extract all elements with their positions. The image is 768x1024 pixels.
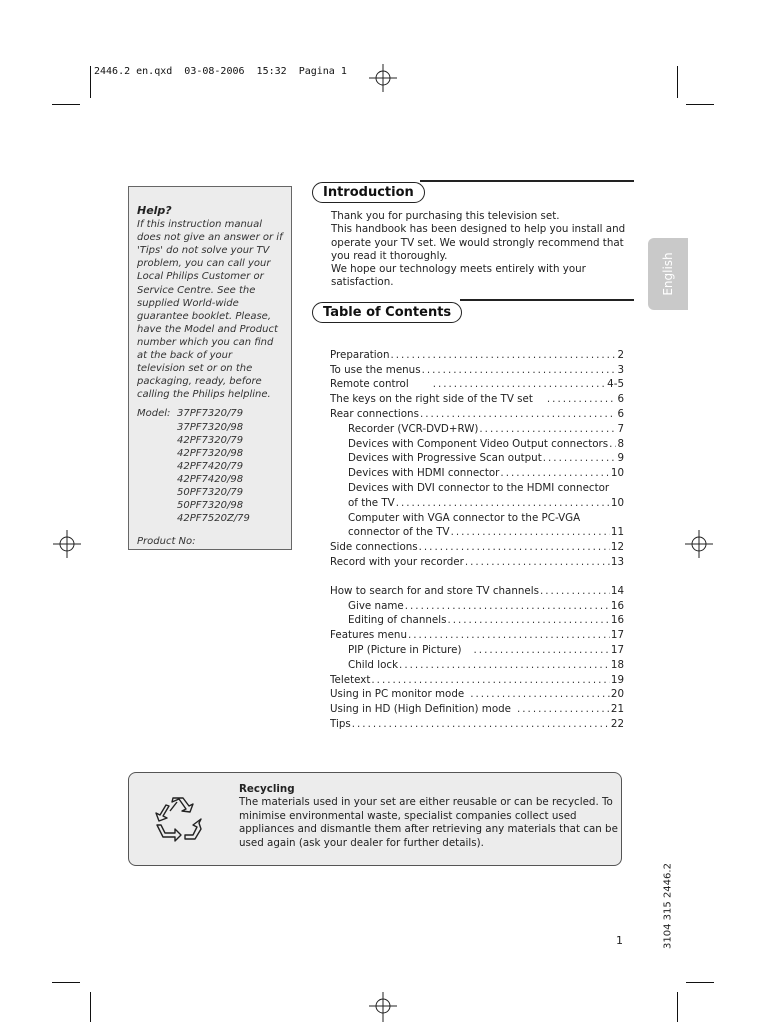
registration-mark-icon	[368, 62, 398, 94]
toc-subentry[interactable]: PIP (Picture in Picture) ..... 17	[330, 641, 624, 656]
recycle-icon	[155, 797, 203, 843]
toc-subentry-continued[interactable]: of the TV ..... 10	[330, 494, 624, 509]
toc-entry[interactable]: To use the menus ..... 3	[330, 361, 624, 376]
toc-subentry[interactable]: Give name ..... 16	[330, 597, 624, 612]
intro-heading-wrap	[312, 181, 425, 203]
toc-subentry[interactable]: Devices with DVI connector to the HDMI connector	[348, 481, 610, 494]
recycling-box	[128, 772, 622, 866]
toc-entry[interactable]: Remote control ..... 4-5	[330, 376, 624, 391]
product-number-label: Product No:	[137, 536, 196, 548]
toc-entry[interactable]: Features menu ..... 17	[330, 626, 624, 641]
document-number: 3104 315 2446.2	[662, 863, 674, 949]
registration-mark-icon	[368, 992, 398, 1024]
toc-heading-wrap	[312, 301, 462, 323]
crop-mark	[686, 104, 714, 105]
toc-entry[interactable]: Tips ..... 22	[330, 715, 624, 730]
toc-subentry[interactable]: Devices with Progressive Scan output ..... 9	[330, 450, 624, 465]
registration-mark-icon	[52, 528, 82, 560]
crop-mark	[686, 982, 714, 983]
recycling-title: Recycling	[239, 783, 295, 795]
crop-mark	[52, 982, 80, 983]
intro-heading: Introduction	[312, 182, 425, 203]
model-number: 42PF7320/98	[177, 447, 244, 459]
toc-subentry[interactable]: Recorder (VCR-DVD+RW) ..... 7	[330, 420, 624, 435]
toc-subentry[interactable]: Child lock ..... 18	[330, 656, 624, 671]
intro-text	[331, 210, 641, 290]
model-number: 37PF7320/98	[177, 421, 244, 433]
toc-heading: Table of Contents	[312, 302, 462, 323]
table-of-contents	[330, 346, 624, 730]
intro-line: We hope our technology meets entirely with your satisfaction.	[331, 263, 586, 289]
crop-mark	[52, 104, 80, 105]
toc-subentry[interactable]: Devices with HDMI connector ..... 10	[330, 464, 624, 479]
toc-subentry-continued[interactable]: connector of the TV ..... 11	[330, 524, 624, 539]
model-number: 42PF7320/79	[177, 434, 244, 446]
toc-entry[interactable]: Record with your recorder ..... 13	[330, 553, 624, 568]
recycling-text	[239, 783, 619, 850]
toc-entry[interactable]: Preparation ..... 2	[330, 346, 624, 361]
crop-mark	[90, 992, 91, 1022]
page-number: 1	[616, 934, 623, 947]
toc-subentry[interactable]: Devices with Component Video Output connectors ..... 8	[330, 435, 624, 450]
model-number: 42PF7420/79	[177, 460, 244, 472]
language-tab	[648, 238, 688, 310]
toc-entry[interactable]: How to search for and store TV channels ..... 14	[330, 582, 624, 597]
toc-entry[interactable]: Teletext ..... 19	[330, 671, 624, 686]
help-body: If this instruction manual does not give an answer or if 'Tips' do not solve your TV problem, you can call your Local Philips Customer or Service Centre. See the supplied World-wide guarantee booklet. Please, have the Model and Product number which you can find at the back of your television set or on the packaging, ready, before calling the Philips helpline.	[137, 219, 283, 401]
recycling-body: The materials used in your set are either reusable or can be recycled. To minimise environmental waste, specialist companies collect used appliances and dismantle them after retrieving any materials that can be used again (ask your dealer for further details).	[239, 796, 618, 849]
language-tab-label: English	[661, 252, 675, 296]
intro-line: Thank you for purchasing this television set.	[331, 210, 560, 222]
model-number: 50PF7320/98	[177, 500, 244, 512]
registration-mark-icon	[684, 528, 714, 560]
print-header: 2446.2 en.qxd 03-08-2006 15:32 Pagina 1	[94, 66, 347, 77]
help-box	[128, 186, 292, 550]
crop-mark	[90, 66, 91, 98]
help-title: Help?	[137, 204, 172, 217]
crop-mark	[677, 66, 678, 98]
toc-entry[interactable]: Using in PC monitor mode ..... 20	[330, 686, 624, 701]
model-list	[137, 407, 283, 525]
toc-entry[interactable]: The keys on the right side of the TV set ..... 6	[330, 390, 624, 405]
model-number: 50PF7320/79	[177, 486, 244, 498]
toc-subentry[interactable]: Computer with VGA connector to the PC-VGA	[348, 511, 581, 524]
model-number: 42PF7520Z/79	[177, 513, 250, 525]
section-rule	[460, 299, 634, 301]
toc-entry[interactable]: Rear connections ..... 6	[330, 405, 624, 420]
toc-subentry[interactable]: Editing of channels ..... 16	[330, 612, 624, 627]
crop-mark	[677, 992, 678, 1022]
intro-line: This handbook has been designed to help you install and operate your TV set. We would strongly recommend that you read it thoroughly.	[331, 223, 626, 262]
model-number: 37PF7320/79	[177, 408, 244, 420]
toc-entry[interactable]: Using in HD (High Definition) mode ..... 21	[330, 700, 624, 715]
model-number: 42PF7420/98	[177, 473, 244, 485]
toc-entry[interactable]: Side connections ..... 12	[330, 538, 624, 553]
model-label: Model:	[137, 408, 171, 420]
section-rule	[420, 180, 634, 182]
toc-spacer	[330, 568, 624, 582]
